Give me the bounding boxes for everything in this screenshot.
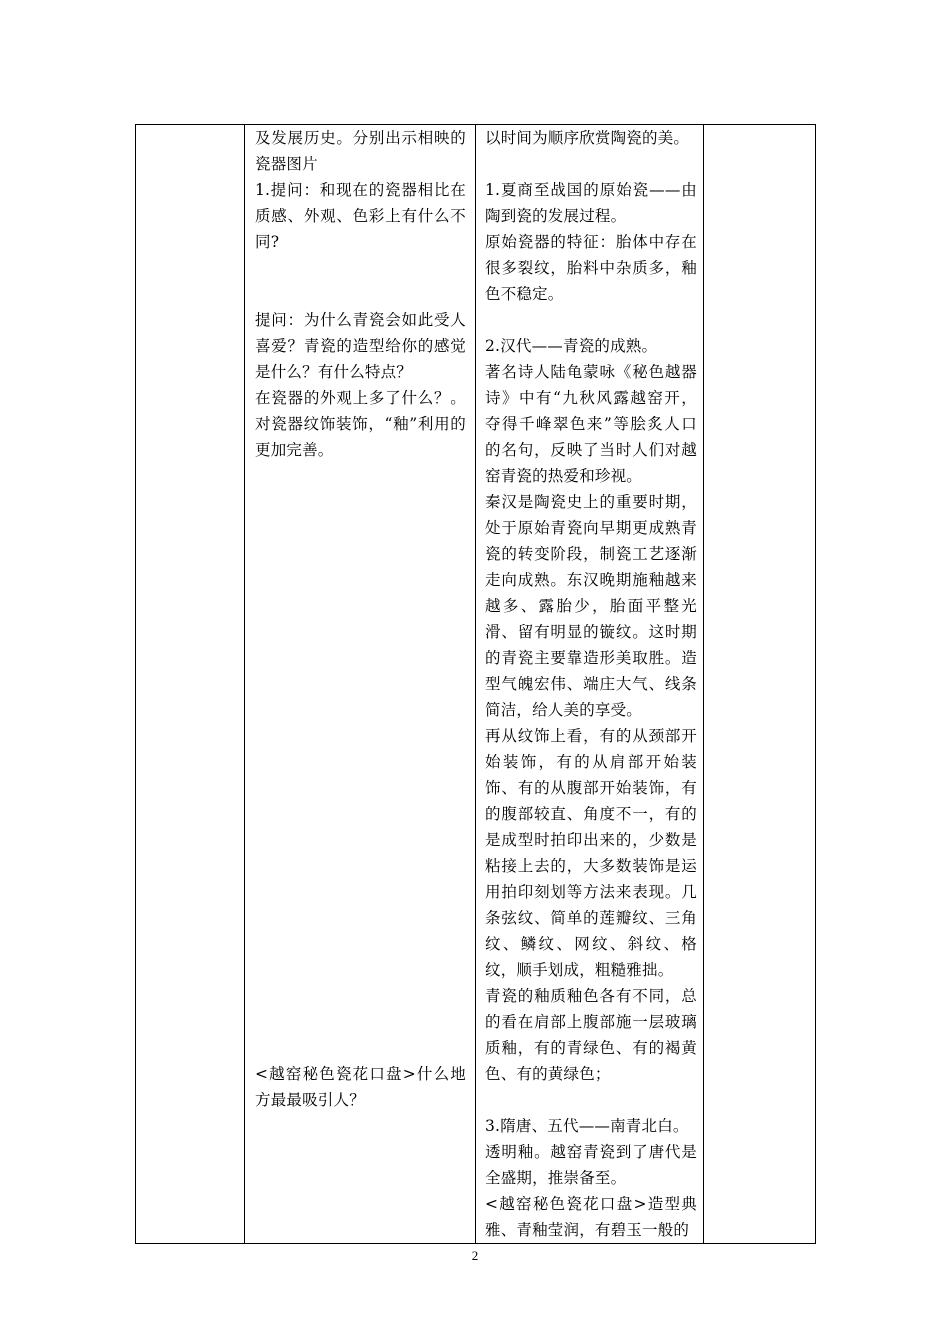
section-3-title: 3.隋唐、五代——南青北白。 [485,1117,689,1135]
section-2-qinhan: 秦汉是陶瓷史上的重要时期，处于原始青瓷向早期更成熟青瓷的转变阶段，制瓷工艺逐渐走向成熟。东汉晚期施釉越来越多、露胎少，胎面平整光滑、留有明显的镟纹。这时期的青瓷主要靠造形美取胜。造型气魄宏伟、端庄大气、线条简洁，给人美的享受。 [485,493,697,719]
table-row [136,125,816,1244]
student-activity-column [476,125,704,1244]
teacher-question-2: 提问：为什么青瓷会如此受人喜爱？青瓷的造型给你的感觉是什么？有什么特点？ [255,311,466,381]
section-3-plate: <越窑秘色瓷花口盘>造型典雅、青釉莹润，有碧玉一般的 [485,1195,697,1239]
blank-column-left [136,125,245,1244]
section-2-glaze: 青瓷的釉质釉色各有不同，总的看在肩部上腹部施一层玻璃质釉，有的青绿色、有的褐黄色、有的黄绿色； [485,987,697,1083]
teacher-question-1: 1.提问：和现在的瓷器相比在质感、外观、色彩上有什么不同? [255,181,466,251]
teacher-activity-column [245,125,476,1244]
page-number: 2 [471,1248,479,1263]
section-2-title: 2.汉代——青瓷的成熟。 [485,337,658,355]
lesson-plan-table [135,124,816,1244]
teacher-question-3: 在瓷器的外观上多了什么？。对瓷器纹饰装饰，“釉”利用的更加完善。 [255,389,466,459]
section-1-body: 原始瓷器的特征：胎体中存在很多裂纹，胎料中杂质多，釉色不稳定。 [485,233,697,303]
section-1-title: 1.夏商至战国的原始瓷——由陶到瓷的发展过程。 [485,181,697,225]
section-3-body: 透明釉。越窑青瓷到了唐代是全盛期，推崇备至。 [485,1143,697,1187]
section-2-decoration: 再从纹饰上看，有的从颈部开始装饰，有的从肩部开始装饰、有的从腹部开始装饰，有的腹部较直、角度不一，有的是成型时拍印出来的，少数是粘接上去的，大多数装饰是运用拍印刻划等方法来表现。几条弦纹、简单的莲瓣纹、三角纹、鳞纹、网纹、斜纹、格纹，顺手划成，粗糙雅拙。 [485,727,697,979]
teacher-question-4: <越窑秘色瓷花口盘>什么地方最最吸引人？ [255,1065,466,1109]
teacher-intro-text: 及发展历史。分别出示相映的瓷器图片 [255,129,466,173]
section-2-poem: 著名诗人陆龟蒙咏《秘色越器诗》中有“九秋风露越窑开，夺得千峰翠色来”等脍炙人口的名句，反映了当时人们对越窑青瓷的热爱和珍视。 [485,363,697,485]
student-intro-text: 以时间为顺序欣赏陶瓷的美。 [485,129,690,147]
blank-column-right [704,125,816,1244]
